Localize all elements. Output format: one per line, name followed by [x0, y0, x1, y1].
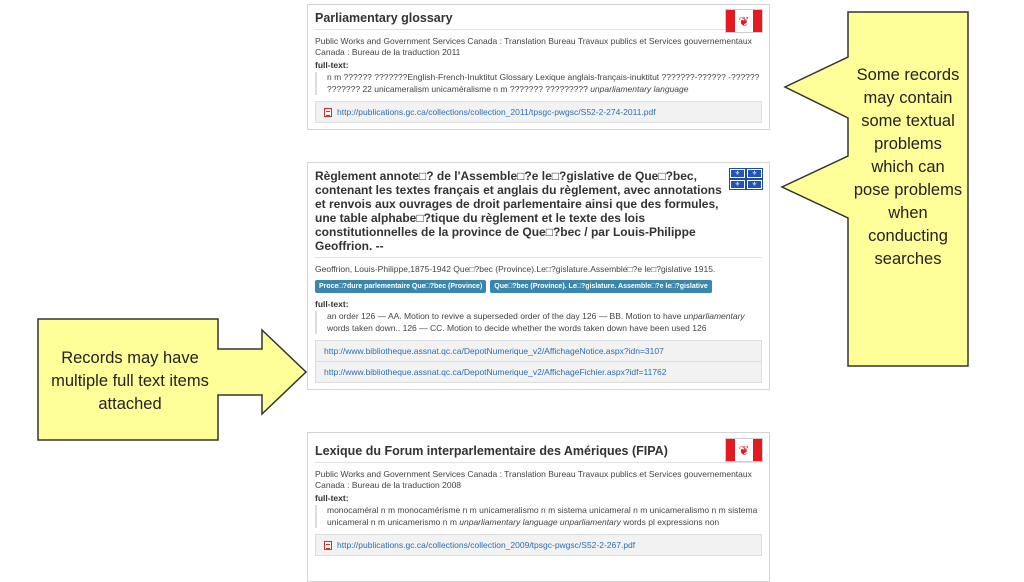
fulltext-label: full-text:	[315, 493, 349, 503]
record-meta: Public Works and Government Services Canada : Translation Bureau Travaux publics et Services gouvernementaux Canada : Bureau de la traduction 2011	[315, 36, 752, 57]
subject-tag[interactable]: Proce□?dure parlementaire Que□?bec (Province)	[315, 280, 486, 293]
record-title[interactable]: Parliamentary glossary	[315, 11, 762, 30]
fulltext-snippet: monocaméral n m monocamérisme n m unicameralismo n m sistema unicameral n m unicameralismo n m sistema unicameral n m unicamerismo n m unparliamentary language unparliamentary words pl expressions non	[315, 505, 762, 528]
pdf-link-text[interactable]: http://publications.gc.ca/collections/collection_2009/tpsgc-pwgsc/S52-2-267.pdf	[337, 540, 636, 550]
fulltext-label: full-text:	[315, 299, 349, 309]
record-title[interactable]: Lexique du Forum interparlementaire des Amériques (FIPA)	[315, 439, 762, 463]
pdf-link-text[interactable]: http://publications.gc.ca/collections/collection_2011/tpsgc-pwgsc/S52-2-274-2011.pdf	[337, 107, 656, 117]
quebec-flag-icon: ⚜ ⚜ ⚜ ⚜	[729, 168, 763, 190]
subject-tag[interactable]: Que□?bec (Province). Le□?gislature. Assemble□?e le□?gislative	[490, 280, 712, 293]
fulltext-snippet: an order 126 — AA. Motion to revive a superseded order of the day 126 — BB. Motion to have unparliamentary words taken down.. 126 — CC. Motion to decide whether the words taken down have been used 126	[315, 311, 762, 334]
right-callout-text: Some records may contain some textual problems which can pose problems when conducting searches	[853, 66, 963, 268]
fulltext-label: full-text:	[315, 60, 349, 70]
fulltext-link-text[interactable]: http://www.bibliotheque.assnat.qc.ca/DepotNumerique_v2/AffichageFichier.aspx?idf=11762	[324, 367, 667, 377]
fulltext-link-text[interactable]: http://www.bibliotheque.assnat.qc.ca/DepotNumerique_v2/AffichageNotice.aspx?idn=3107	[324, 346, 664, 356]
record-meta: Public Works and Government Services Canada : Translation Bureau Travaux publics et Services gouvernementaux Canada : Bureau de la traduction 2008	[315, 469, 752, 490]
canada-flag-icon: ❦	[725, 9, 763, 33]
left-callout-text: Records may have multiple full text items attached	[51, 349, 209, 413]
canada-flag-icon: ❦	[725, 438, 763, 462]
record-title[interactable]: Règlement annote□? de l'Assemble□?e le□?gislative de Que□?bec, contenant les textes français et anglais du règlement, avec annotations et renvois aux ouvrages de droit parlementaire ainsi que des formules, une table alphabe□?tique du règlement et le texte des lois constitutionnelles de la province de Que□?bec / par Louis-Philippe Geoffrion. --	[315, 169, 762, 258]
fulltext-snippet: n m ?????? ???????English-French-Inuktitut Glossary Lexique anglais-français-inuktitut ???????-?????? -?????? ??????? 22 unicameralism unicaméralisme n m ??????? ????????? unparliamentary language	[315, 72, 762, 95]
record-meta: Geoffrion, Louis-Philippe,1875-1942 Que□?bec (Province).Le□?gislature.Assemble□?e le□?gislative 1915.	[315, 264, 716, 274]
